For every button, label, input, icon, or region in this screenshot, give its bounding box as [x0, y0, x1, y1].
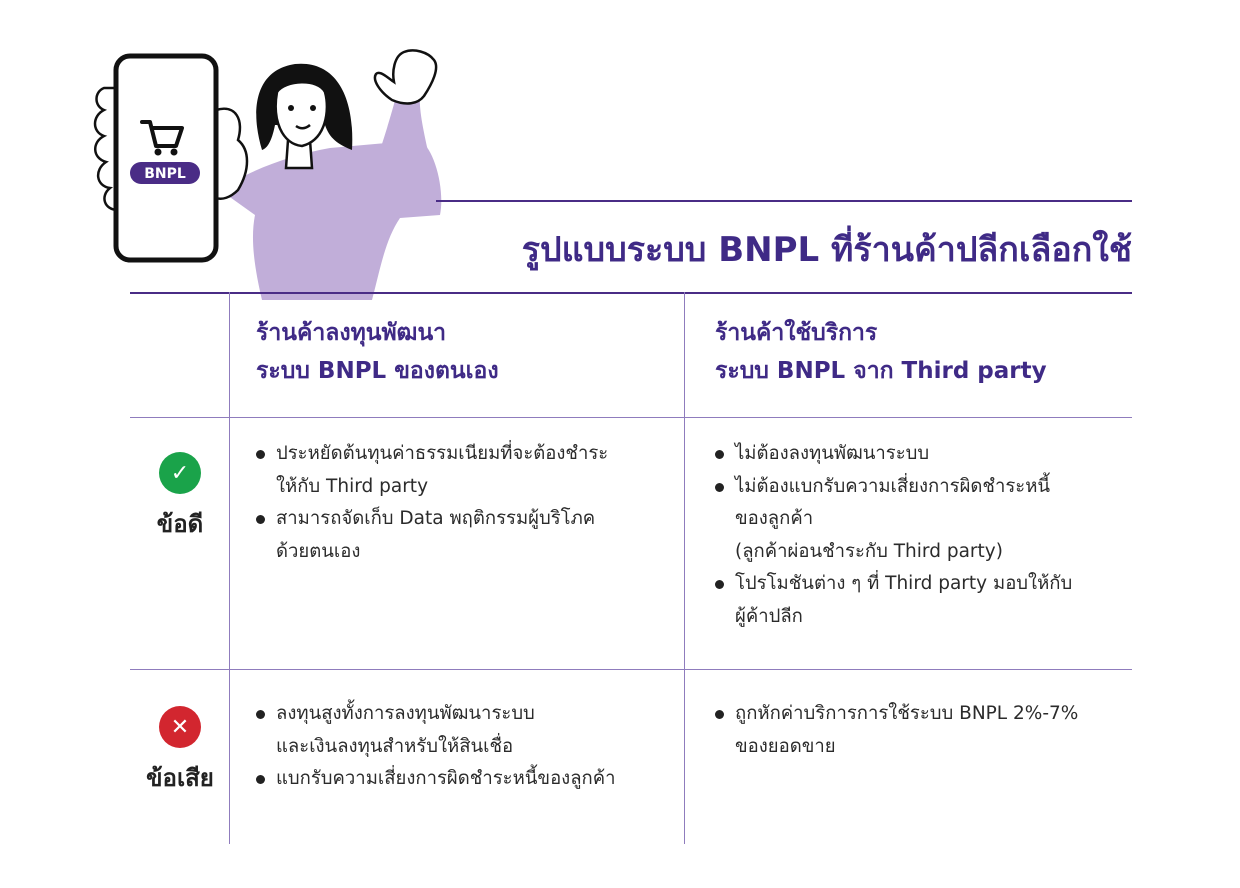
row-label-text: ข้อเสีย — [146, 764, 214, 792]
list-item: ลงทุนสูงทั้งการลงทุนพัฒนาระบบ และเงินลงทุนสำหรับให้สินเชื่อ — [256, 698, 616, 763]
table-top-rule — [130, 292, 1132, 294]
list-item: ประหยัดต้นทุนค่าธรรมเนียมที่จะต้องชำระ ให้กับ Third party — [256, 438, 608, 503]
column-header-line: ร้านค้าใช้บริการ — [715, 320, 878, 346]
list-item: ถูกหักค่าบริการการใช้ระบบ BNPL 2%-7% ของยอดขาย — [715, 698, 1078, 763]
column-header-third-party — [715, 314, 1047, 390]
row-label-text: ข้อดี — [156, 510, 204, 538]
person-face — [276, 82, 327, 146]
list-item: ไม่ต้องลงทุนพัฒนาระบบ — [715, 438, 1072, 471]
bnpl-illustration — [0, 0, 460, 300]
column-header-line: ระบบ BNPL ของตนเอง — [256, 358, 499, 384]
list-item: โปรโมชันต่าง ๆ ที่ Third party มอบให้กับ ผู้ค้าปลีก — [715, 568, 1072, 633]
page-title: รูปแบบระบบ BNPL ที่ร้านค้าปลีกเลือกใช้ — [521, 230, 1132, 270]
advantages-third-party-list — [715, 438, 1072, 633]
cross-icon: ✕ — [159, 706, 201, 748]
column-header-line: ร้านค้าลงทุนพัฒนา — [256, 320, 447, 346]
waving-hand — [375, 50, 436, 103]
list-item: แบกรับความเสี่ยงการผิดชำระหนี้ของลูกค้า — [256, 763, 616, 796]
row-label-disadvantages — [130, 706, 230, 797]
column-header-line: ระบบ BNPL จาก Third party — [715, 358, 1047, 384]
row-label-advantages — [130, 452, 230, 543]
table-row-rule — [130, 669, 1132, 670]
phone — [116, 56, 216, 260]
disadvantages-third-party-list — [715, 698, 1078, 763]
check-icon: ✓ — [159, 452, 201, 494]
bnpl-badge-text: BNPL — [144, 166, 186, 182]
list-item: สามารถจัดเก็บ Data พฤติกรรมผู้บริโภค ด้วยตนเอง — [256, 503, 608, 568]
list-item: ไม่ต้องแบกรับความเสี่ยงการผิดชำระหนี้ ของลูกค้า (ลูกค้าผ่อนชำระกับ Third party) — [715, 471, 1072, 569]
title-rule — [436, 200, 1132, 202]
advantages-self-developed-list — [256, 438, 608, 568]
disadvantages-self-developed-list — [256, 698, 616, 796]
table-col-rule-2 — [684, 292, 685, 844]
table-header-rule — [130, 417, 1132, 418]
comparison-table — [130, 292, 1132, 844]
column-header-self-developed — [256, 314, 499, 390]
